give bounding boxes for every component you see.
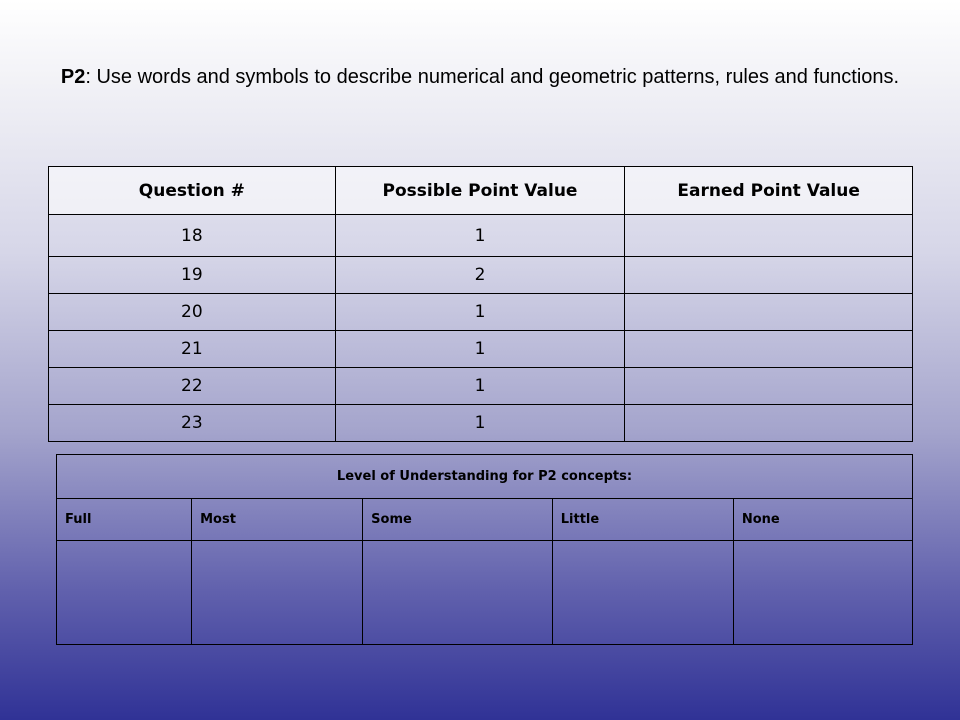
level-little-mark-cell[interactable] <box>552 541 733 645</box>
possible-points-cell: 1 <box>335 331 625 368</box>
possible-points-cell: 2 <box>335 257 625 294</box>
possible-points-cell: 1 <box>335 294 625 331</box>
point-value-table <box>48 166 913 442</box>
possible-points-cell: 1 <box>335 405 625 442</box>
page-title <box>60 63 900 91</box>
question-number-cell: 19 <box>49 257 336 294</box>
possible-points-cell: 1 <box>335 368 625 405</box>
earned-points-cell[interactable] <box>625 331 913 368</box>
level-most-label: Most <box>192 499 363 541</box>
table-row <box>49 368 913 405</box>
table-row <box>49 405 913 442</box>
standard-description: : Use words and symbols to describe numerical and geometric patterns, rules and functions. <box>85 66 900 88</box>
earned-points-cell[interactable] <box>625 405 913 442</box>
table-row <box>49 331 913 368</box>
level-most-mark-cell[interactable] <box>192 541 363 645</box>
understanding-levels-row <box>57 499 913 541</box>
table-row <box>49 257 913 294</box>
header-question-number: Question # <box>49 167 336 215</box>
level-full-label: Full <box>57 499 192 541</box>
table-row <box>49 294 913 331</box>
possible-points-cell: 1 <box>335 215 625 257</box>
understanding-mark-row <box>57 541 913 645</box>
understanding-title-row <box>57 455 913 499</box>
level-none-mark-cell[interactable] <box>733 541 912 645</box>
question-number-cell: 21 <box>49 331 336 368</box>
header-possible-point-value: Possible Point Value <box>335 167 625 215</box>
level-none-label: None <box>733 499 912 541</box>
level-some-label: Some <box>363 499 553 541</box>
standard-code: P2 <box>60 66 86 88</box>
earned-points-cell[interactable] <box>625 215 913 257</box>
question-number-cell: 22 <box>49 368 336 405</box>
earned-points-cell[interactable] <box>625 257 913 294</box>
level-full-mark-cell[interactable] <box>57 541 192 645</box>
level-some-mark-cell[interactable] <box>363 541 553 645</box>
question-number-cell: 18 <box>49 215 336 257</box>
table-header-row <box>49 167 913 215</box>
understanding-level-table <box>56 454 913 645</box>
earned-points-cell[interactable] <box>625 368 913 405</box>
understanding-table-title: Level of Understanding for P2 concepts: <box>57 455 913 499</box>
header-earned-point-value: Earned Point Value <box>625 167 913 215</box>
level-little-label: Little <box>552 499 733 541</box>
earned-points-cell[interactable] <box>625 294 913 331</box>
question-number-cell: 20 <box>49 294 336 331</box>
table-row <box>49 215 913 257</box>
question-number-cell: 23 <box>49 405 336 442</box>
